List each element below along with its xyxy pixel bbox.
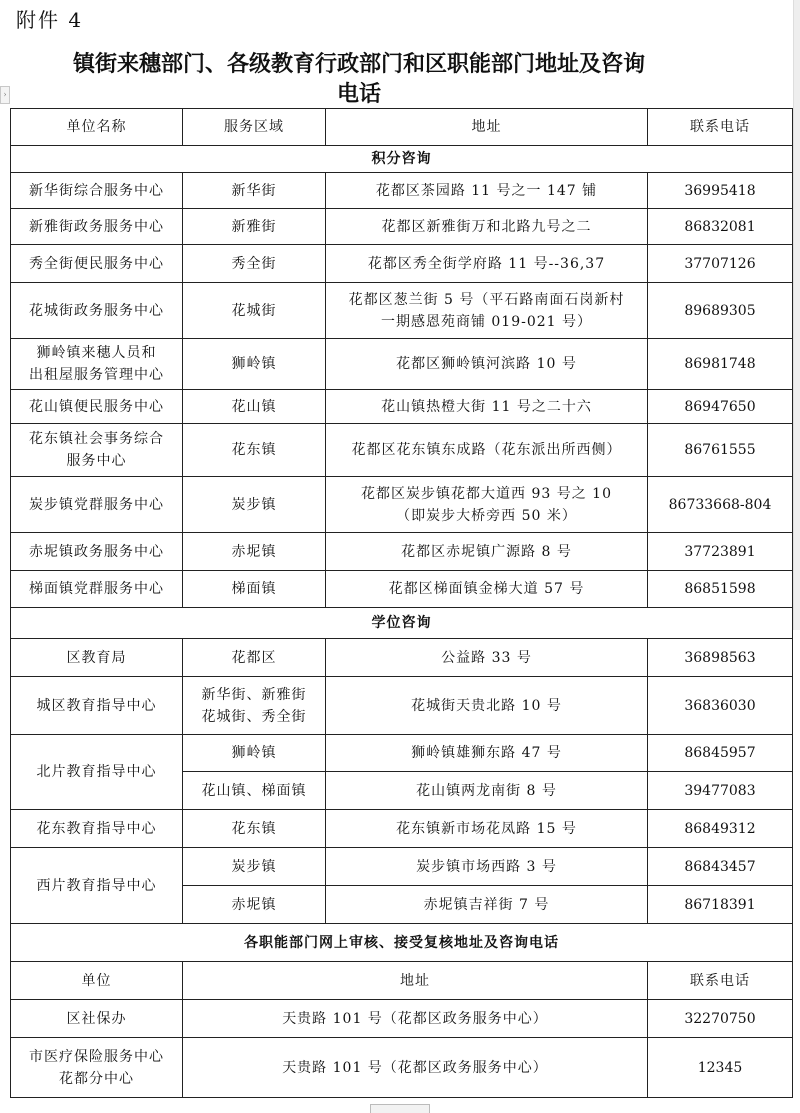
unit-line-1: 狮岭镇来穗人员和 [36, 345, 157, 361]
area-cell: 花东镇 [183, 424, 326, 477]
address-cell [326, 283, 648, 339]
unit-line-2: 出租屋服务管理中心 [29, 367, 164, 383]
address-line-1: 花都区炭步镇花都大道西 93 号之 10 [361, 485, 612, 502]
address-cell: 花都区狮岭镇河滨路 10 号 [326, 339, 648, 390]
vertical-scrollbar[interactable] [793, 0, 800, 630]
table-row [11, 735, 793, 772]
page-title [14, 50, 704, 110]
area-cell: 狮岭镇 [183, 735, 326, 772]
section-points-title: 积分咨询 [11, 146, 793, 173]
address-cell: 狮岭镇雄狮东路 47 号 [326, 735, 648, 772]
table-row [11, 424, 793, 477]
address-cell: 花都区花东镇东成路（花东派出所西侧） [326, 424, 648, 477]
unit-cell: 新雅街政务服务中心 [11, 209, 183, 245]
table-row [11, 339, 793, 390]
table-row [11, 571, 793, 608]
area-cell: 新华街 [183, 173, 326, 209]
collapse-arrow-icon[interactable]: › [0, 86, 10, 104]
unit-cell: 北片教育指导中心 [11, 735, 183, 810]
phone-cell: 39477083 [648, 772, 793, 810]
address-cell: 花东镇新市场花凤路 15 号 [326, 810, 648, 848]
unit-cell: 秀全街便民服务中心 [11, 245, 183, 283]
unit-cell: 炭步镇党群服务中心 [11, 477, 183, 533]
address-cell: 花都区秀全街学府路 11 号--36,37 [326, 245, 648, 283]
unit-cell: 区教育局 [11, 639, 183, 677]
table-row [11, 1000, 793, 1038]
unit-cell: 梯面镇党群服务中心 [11, 571, 183, 608]
unit-cell: 城区教育指导中心 [11, 677, 183, 735]
area-cell: 新雅街 [183, 209, 326, 245]
section-functional [11, 924, 793, 962]
address-cell: 天贵路 101 号（花都区政务服务中心） [183, 1038, 648, 1098]
unit-cell: 区社保办 [11, 1000, 183, 1038]
table-row [11, 209, 793, 245]
address-line-2: （即炭步大桥旁西 50 米） [396, 507, 577, 524]
area-cell: 花东镇 [183, 810, 326, 848]
phone-cell: 86981748 [648, 339, 793, 390]
unit-line-1: 市医疗保险服务中心 [29, 1048, 164, 1065]
phone-cell: 86845957 [648, 735, 793, 772]
header-area: 服务区域 [183, 109, 326, 146]
area-cell: 赤坭镇 [183, 886, 326, 924]
phone-cell: 36836030 [648, 677, 793, 735]
attachment-label: 附件 4 [16, 8, 84, 32]
unit-cell: 新华街综合服务中心 [11, 173, 183, 209]
table-row [11, 533, 793, 571]
phone-cell: 37723891 [648, 533, 793, 571]
table-row [11, 173, 793, 209]
unit-cell: 花东教育指导中心 [11, 810, 183, 848]
phone-cell: 86733668-804 [648, 477, 793, 533]
section-points [11, 146, 793, 173]
address-cell: 花山镇两龙南街 8 号 [326, 772, 648, 810]
unit-cell: 花山镇便民服务中心 [11, 390, 183, 424]
unit-line-2: 服务中心 [66, 453, 127, 469]
unit-cell [11, 1038, 183, 1098]
address-cell [326, 477, 648, 533]
unit-line-1: 花东镇社会事务综合 [29, 431, 164, 447]
area-cell: 花城街 [183, 283, 326, 339]
unit-cell: 花城街政务服务中心 [11, 283, 183, 339]
unit-cell: 赤坭镇政务服务中心 [11, 533, 183, 571]
area-cell: 花山镇 [183, 390, 326, 424]
table-row [11, 1038, 793, 1098]
title-line-2: 电话 [336, 82, 381, 107]
area-cell: 赤坭镇 [183, 533, 326, 571]
table-row [11, 848, 793, 886]
address-line-1: 花都区葱兰街 5 号（平石路南面石岗新村 [348, 291, 625, 308]
table-row [11, 677, 793, 735]
address-cell: 花都区赤坭镇广源路 8 号 [326, 533, 648, 571]
table-row [11, 639, 793, 677]
unit-cell [11, 339, 183, 390]
address-line-2: 一期感恩苑商铺 019-021 号） [380, 313, 593, 330]
table-row [11, 283, 793, 339]
area-cell: 花山镇、梯面镇 [183, 772, 326, 810]
func-header-address: 地址 [183, 962, 648, 1000]
address-cell: 花都区梯面镇金梯大道 57 号 [326, 571, 648, 608]
section-functional-title: 各职能部门网上审核、接受复核地址及咨询电话 [11, 924, 793, 962]
func-header-unit: 单位 [11, 962, 183, 1000]
address-cell: 花城街天贵北路 10 号 [326, 677, 648, 735]
phone-cell: 86947650 [648, 390, 793, 424]
phone-cell: 12345 [648, 1038, 793, 1098]
header-unit: 单位名称 [11, 109, 183, 146]
phone-cell: 86718391 [648, 886, 793, 924]
unit-cell [11, 424, 183, 477]
header-address: 地址 [326, 109, 648, 146]
address-cell: 花山镇热橙大街 11 号之二十六 [326, 390, 648, 424]
header-phone: 联系电话 [648, 109, 793, 146]
func-header-phone: 联系电话 [648, 962, 793, 1000]
area-line-1: 新华街、新雅街 [201, 686, 307, 703]
address-cell: 花都区茶园路 11 号之一 147 铺 [326, 173, 648, 209]
phone-cell: 86849312 [648, 810, 793, 848]
phone-cell: 89689305 [648, 283, 793, 339]
area-cell: 炭步镇 [183, 477, 326, 533]
phone-cell: 86851598 [648, 571, 793, 608]
address-cell: 炭步镇市场西路 3 号 [326, 848, 648, 886]
unit-line-2: 花都分中心 [59, 1070, 134, 1087]
table-row [11, 245, 793, 283]
address-cell: 天贵路 101 号（花都区政务服务中心） [183, 1000, 648, 1038]
unit-cell: 西片教育指导中心 [11, 848, 183, 924]
address-cell: 公益路 33 号 [326, 639, 648, 677]
address-cell: 花都区新雅街万和北路九号之二 [326, 209, 648, 245]
title-line-1: 镇街来穗部门、各级教育行政部门和区职能部门地址及咨询 [72, 52, 645, 77]
area-cell: 炭步镇 [183, 848, 326, 886]
contact-table [10, 108, 793, 1098]
area-cell: 花都区 [183, 639, 326, 677]
table-row [11, 810, 793, 848]
area-cell: 梯面镇 [183, 571, 326, 608]
phone-cell: 86843457 [648, 848, 793, 886]
section-school [11, 608, 793, 639]
phone-cell: 36995418 [648, 173, 793, 209]
area-cell [183, 677, 326, 735]
functional-header-row [11, 962, 793, 1000]
area-line-2: 花城街、秀全街 [201, 708, 307, 725]
phone-cell: 86832081 [648, 209, 793, 245]
phone-cell: 36898563 [648, 639, 793, 677]
table-header-row [11, 109, 793, 146]
area-cell: 秀全街 [183, 245, 326, 283]
phone-cell: 37707126 [648, 245, 793, 283]
phone-cell: 86761555 [648, 424, 793, 477]
section-school-title: 学位咨询 [11, 608, 793, 639]
table-row [11, 477, 793, 533]
area-cell: 狮岭镇 [183, 339, 326, 390]
phone-cell: 32270750 [648, 1000, 793, 1038]
table-row [11, 390, 793, 424]
address-cell: 赤坭镇吉祥街 7 号 [326, 886, 648, 924]
